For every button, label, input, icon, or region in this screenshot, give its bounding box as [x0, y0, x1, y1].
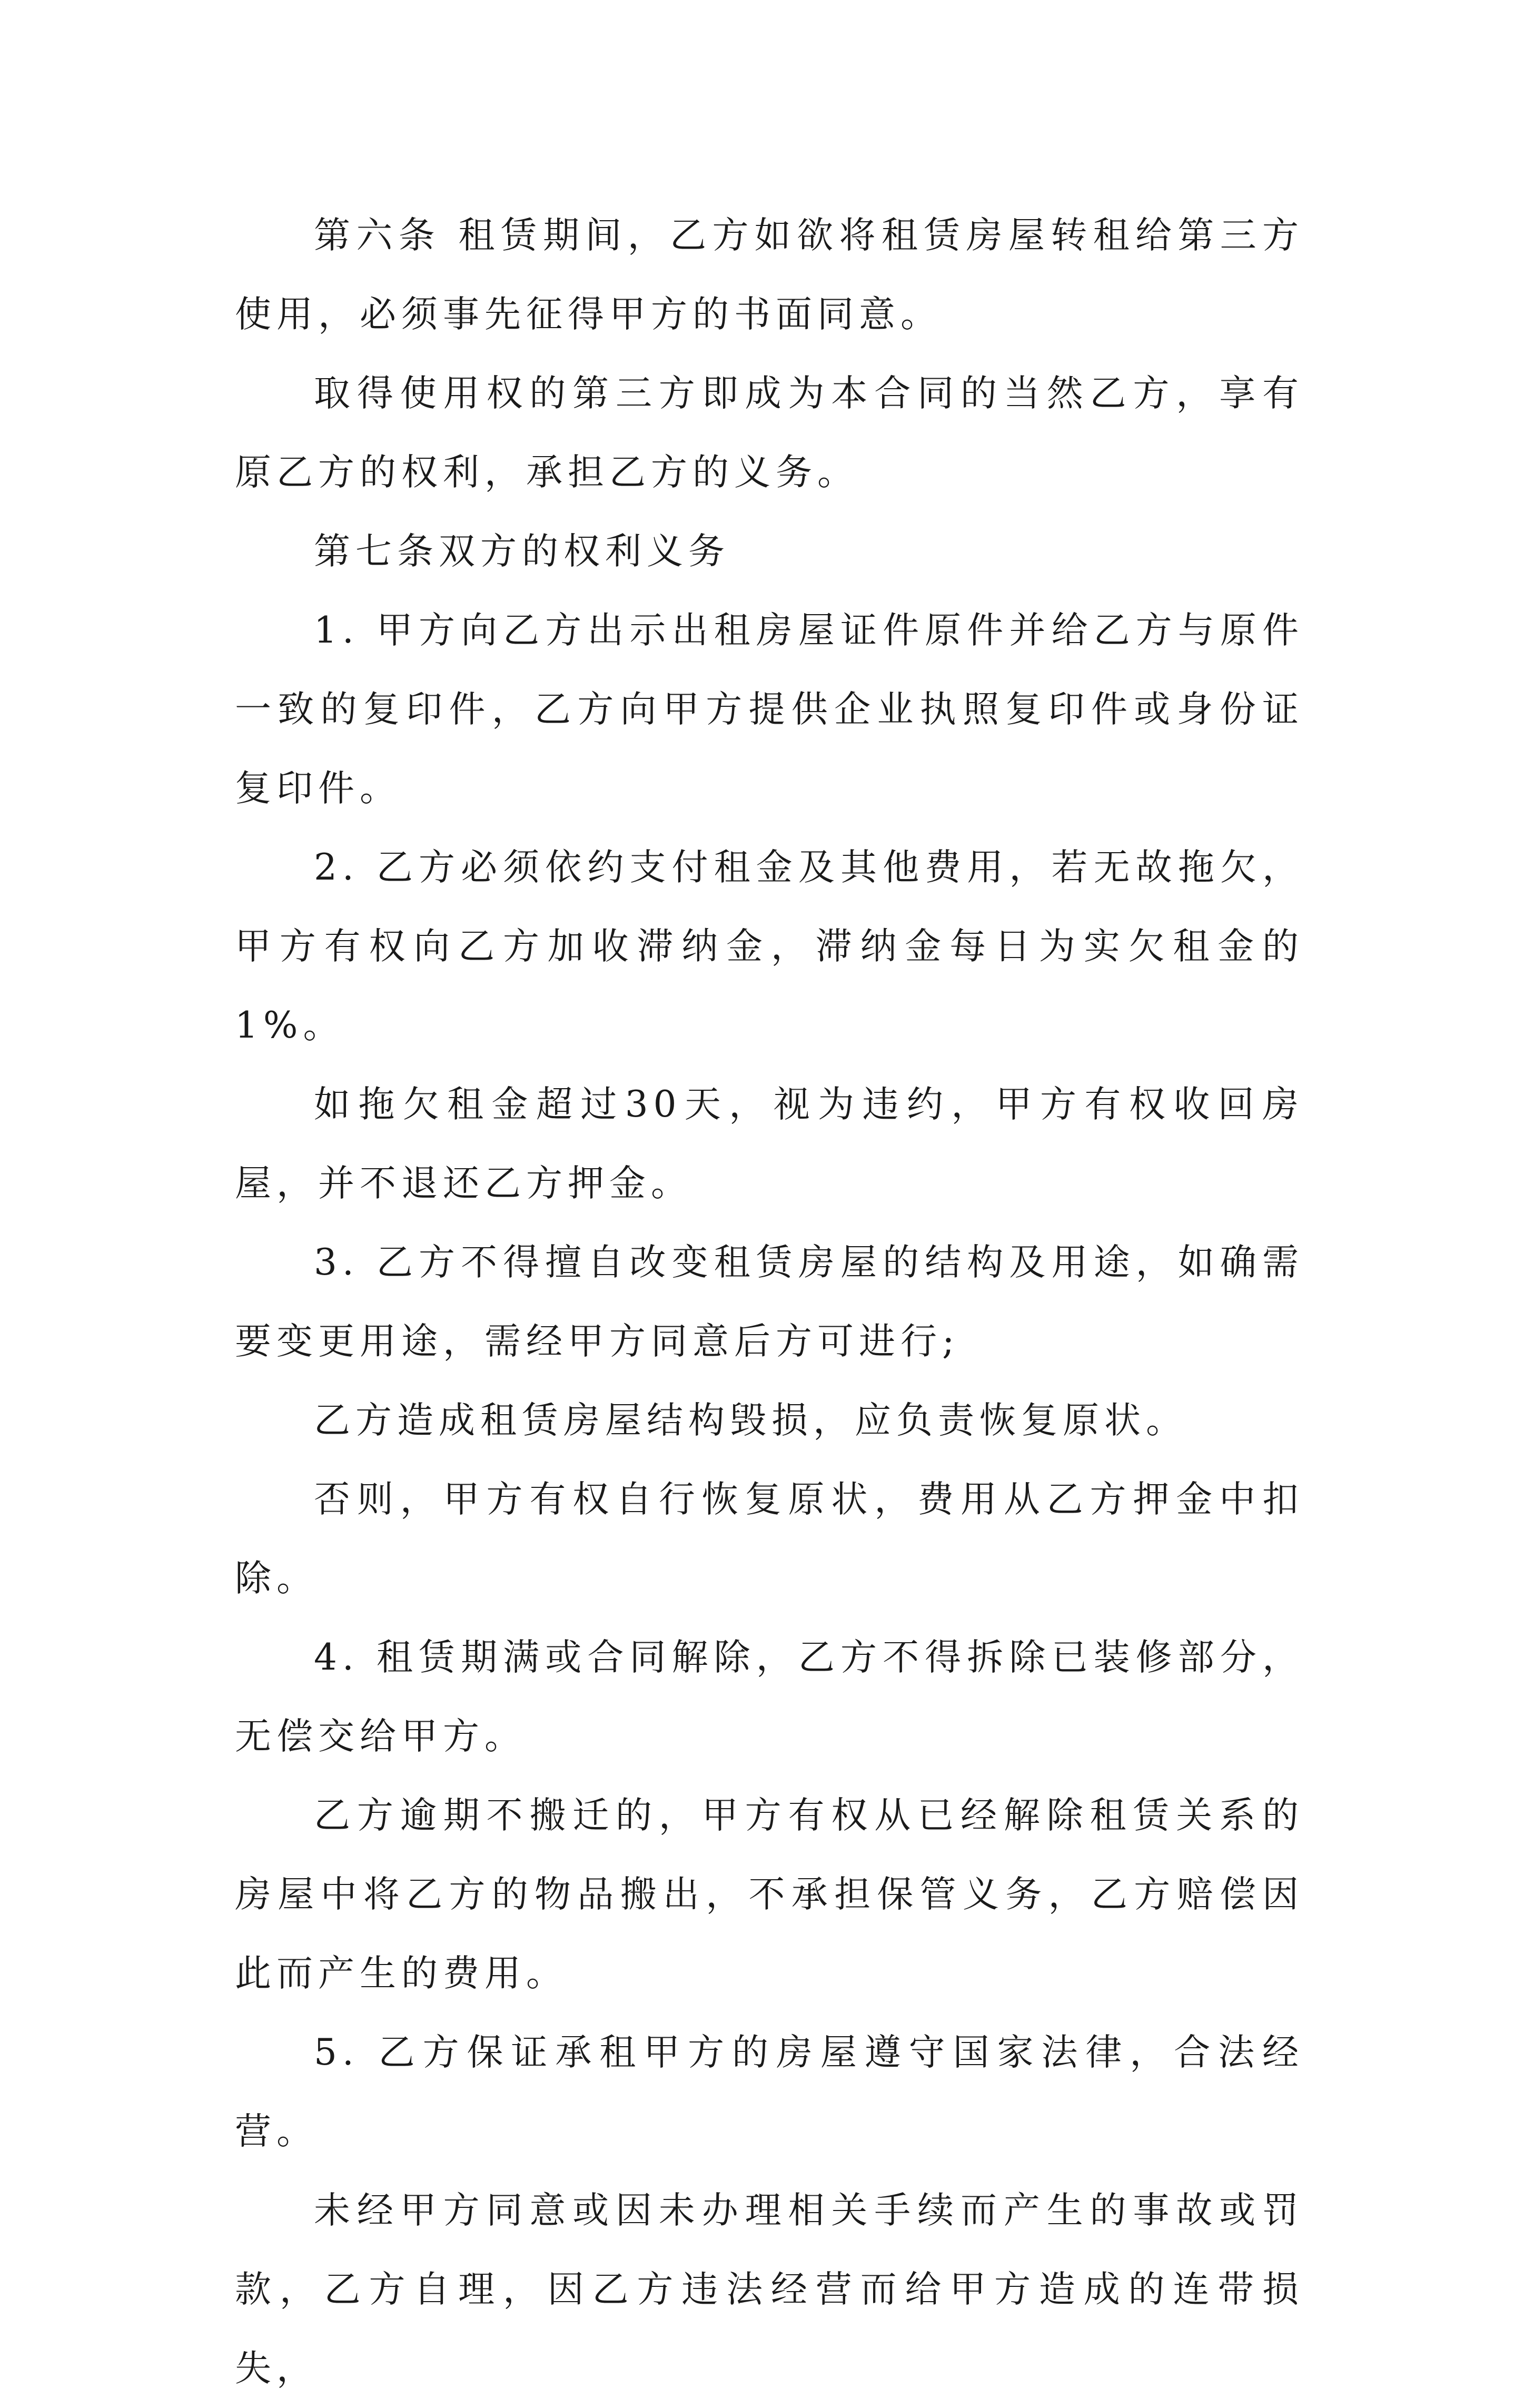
paragraph-overdue-rent: 如拖欠租金超过30天，视为违约，甲方有权收回房屋，并不退还乙方押金。: [235, 1083, 1304, 1205]
paragraph-item-1: 1. 甲方向乙方出示出租房屋证件原件并给乙方与原件一致的复印件，乙方向甲方提供企业执照复印件或身份证复印件。: [235, 609, 1304, 810]
paragraph-item-2: 2. 乙方必须依约支付租金及其他费用，若无故拖欠，甲方有权向乙方加收滞纳金，滞纳金每日为实欠租金的1%。: [235, 846, 1304, 1047]
paragraph-article-7-heading: 第七条双方的权利义务: [314, 530, 730, 573]
paragraph-item-5: 5. 乙方保证承租甲方的房屋遵守国家法律，合法经营。: [235, 2031, 1304, 2153]
paragraph-restore-cost: 否则，甲方有权自行恢复原状，费用从乙方押金中扣除。: [235, 1478, 1304, 1600]
paragraph-overdue-move: 乙方逾期不搬迁的，甲方有权从已经解除租赁关系的房屋中将乙方的物品搬出，不承担保管义务，乙方赔偿因此而产生的费用。: [235, 1794, 1304, 1995]
paragraph-item-3: 3. 乙方不得擅自改变租赁房屋的结构及用途，如确需要变更用途，需经甲方同意后方可进行;: [235, 1241, 1304, 1363]
paragraph-third-party-rights: 取得使用权的第三方即成为本合同的当然乙方，享有原乙方的权利，承担乙方的义务。: [235, 372, 1304, 494]
paragraph-article-6: 第六条 租赁期间，乙方如欲将租赁房屋转租给第三方使用，必须事先征得甲方的书面同意。: [235, 214, 1304, 335]
paragraph-structure-damage: 乙方造成租赁房屋结构毁损，应负责恢复原状。: [314, 1399, 1187, 1442]
paragraph-item-4: 4. 租赁期满或合同解除，乙方不得拆除已装修部分，无偿交给甲方。: [235, 1636, 1304, 1758]
paragraph-fines-liability: 未经甲方同意或因未办理相关手续而产生的事故或罚款，乙方自理，因乙方违法经营而给甲方造成的连带损失，: [235, 2189, 1304, 2390]
contract-text-body: [235, 196, 1304, 2408]
